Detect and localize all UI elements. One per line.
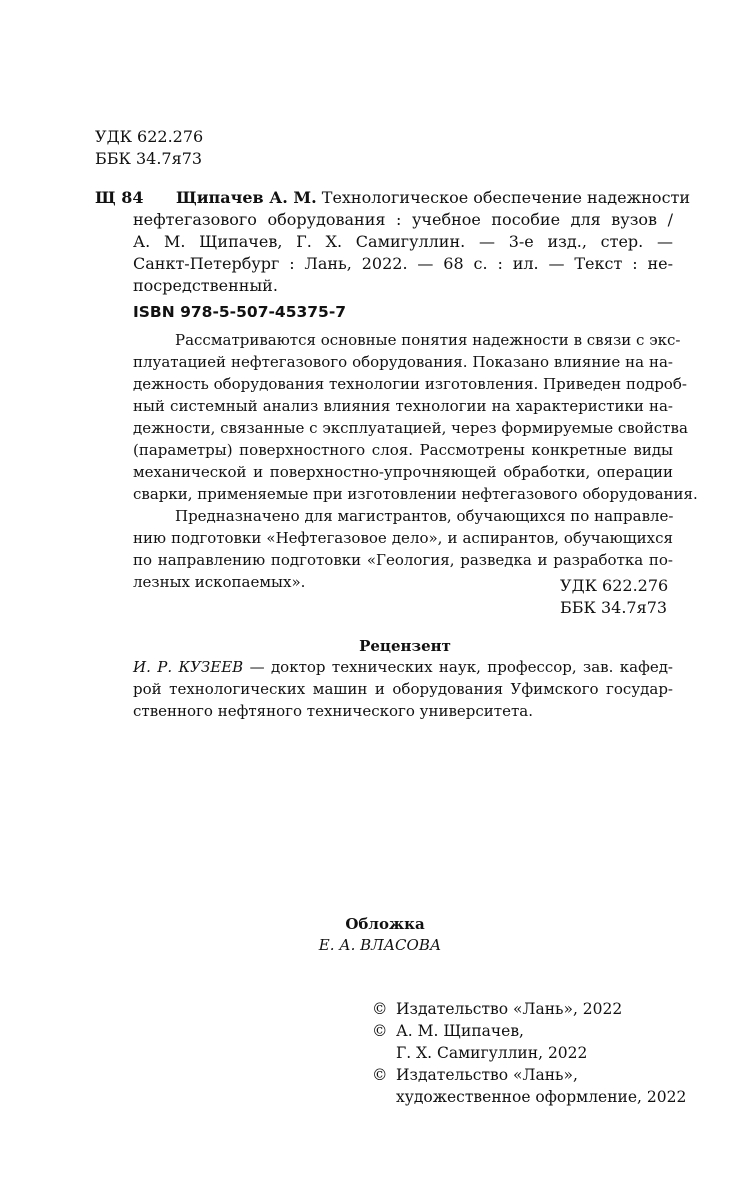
copyright-block [372,998,686,1108]
copyright-line: художественное оформление, 2022 [396,1088,687,1106]
abstract-line: (параметры) поверхностного слоя. Рассмотрены конкретные виды [133,441,673,459]
udk-code: УДК 622.276 [560,576,669,595]
biblio-line: нефтегазового оборудования : учебное пособие для вузов / [133,210,673,229]
biblio-line: Щипачев А. М. Технологическое обеспечение надежности [176,188,691,207]
abstract [133,329,698,593]
udk-code: УДК 622.276 [95,127,204,146]
copyright-icon: © [372,1000,388,1018]
copyright-line: Г. Х. Самигуллин, 2022 [396,1044,588,1062]
bbk-code: ББК 34.7я73 [560,598,668,617]
cover-artist: Е. А. ВЛАСОВА [318,936,442,954]
abstract-line: лезных ископаемых». [133,573,306,591]
author-sign: Щ 84 [95,188,144,207]
author-name: Щипачев А. М. [176,188,317,207]
copyright-line: © Издательство «Лань», [372,1066,578,1084]
biblio-line: посредственный. [133,276,278,295]
bbk-code: ББК 34.7я73 [95,149,203,168]
copyright-line: © Издательство «Лань», 2022 [372,1000,623,1018]
abstract-line: ный системный анализ влияния технологии на характеристики на- [133,397,673,415]
abstract-line: Рассматриваются основные понятия надежности в связи с экс- [175,331,681,349]
abstract-line: дежности, связанные с эксплуатацией, через формируемые свойства [133,419,688,437]
abstract-line: нию подготовки «Нефтегазовое дело», и аспирантов, обучающихся [133,529,673,547]
copyright-icon: © [372,1066,388,1084]
reviewer-text [133,656,673,722]
copyright-line: © А. М. Щипачев, [372,1022,524,1040]
copyright-icon: © [372,1022,388,1040]
abstract-line: Предназначено для магистрантов, обучающихся по направле- [175,507,674,525]
abstract-line: механической и поверхностно-упрочняющей обработки, операции [133,463,673,481]
reviewer-heading: Рецензент [359,637,451,655]
cover-heading: Обложка [345,915,425,933]
udk-bbk-bottom [560,575,668,619]
reviewer-line: рой технологических машин и оборудования Уфимского государ- [133,680,673,698]
bibliographic-record [133,187,691,297]
biblio-line: А. М. Щипачев, Г. Х. Самигуллин. — 3-е изд., стер. — [133,232,673,251]
reviewer-line: И. Р. КУЗЕЕВ — доктор технических наук, профессор, зав. кафед- [133,658,673,676]
reviewer-line: ственного нефтяного технического университета. [133,702,533,720]
reviewer-name: И. Р. КУЗЕЕВ [133,658,244,676]
abstract-line: плуатацией нефтегазового оборудования. Показано влияние на на- [133,353,673,371]
abstract-line: сварки, применяемые при изготовлении нефтегазового оборудования. [133,485,698,503]
isbn: ISBN 978-5-507-45375-7 [133,303,347,321]
biblio-line: Санкт-Петербург : Лань, 2022. — 68 с. : ил. — Текст : не- [133,254,673,273]
abstract-line: дежность оборудования технологии изготовления. Приведен подроб- [133,375,687,393]
udk-bbk-top [95,126,203,170]
abstract-line: по направлению подготовки «Геология, разведка и разработка по- [133,551,673,569]
